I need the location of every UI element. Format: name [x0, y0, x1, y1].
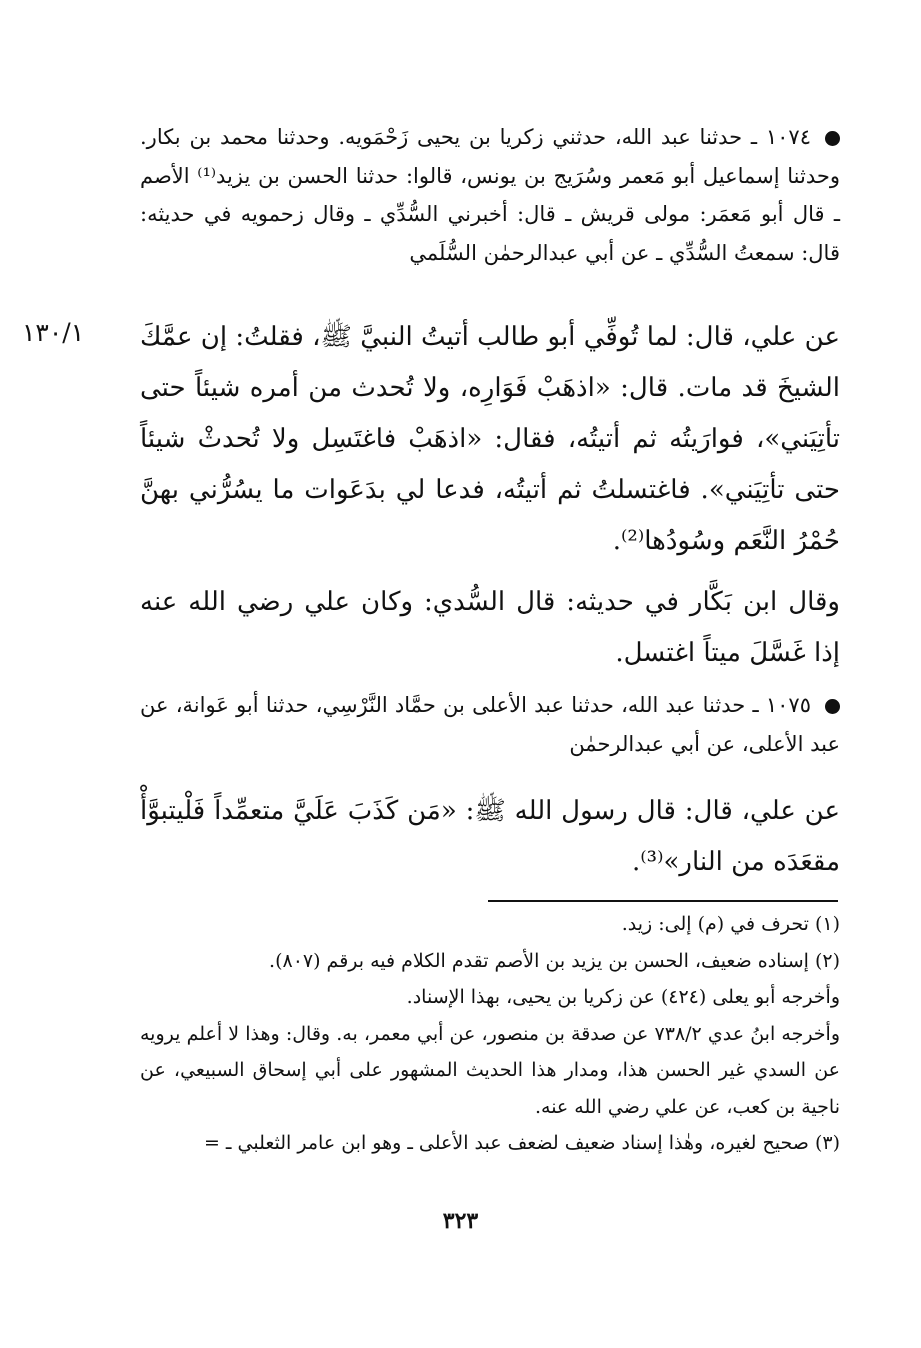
- margin-reference: ١٣٠/١: [22, 318, 85, 347]
- footnote: وأخرجه أبو يعلى (٤٢٤) عن زكريا بن يحيى، بهذا الإسناد.: [406, 986, 840, 1008]
- hadith-1075-isnad: [140, 686, 840, 763]
- footnote: وأخرجه ابنُ عدي ٧٣٨/٢ عن صدقة بن منصور، عن أبي معمر، به. وقال: وهذا لا أعلم يرويه عن السدي غير الحسن هذا، ومدار هذا الحديث المشهور على أبي إسحاق السبيعي، عن ناجية بن كعب، عن علي رضي الله عنه.: [140, 1022, 840, 1118]
- hadith-1075-isnad-text: ١٠٧٥ ـ حدثنا عبد الله، حدثنا عبد الأعلى بن حمَّاد النَّرْسِي، حدثنا أبو عَوانة، عن عبد الأعلى، عن أبي عبدالرحمٰن: [140, 693, 840, 756]
- hadith-1074-addendum: وقال ابن بَكَّار في حديثه: قال السُّدي: وكان علي رضي الله عنه إذا غَسَّلَ ميتاً اغتسل.: [140, 587, 840, 668]
- footnote: (١) تحرف في (م) إلى: زيد.: [621, 913, 840, 935]
- bullet-icon: [825, 131, 840, 146]
- footnote: (٣) صحيح لغيره، وهٰذا إسناد ضعيف لضعف عبد الأعلى ـ وهو ابن عامر الثعلبي ـ =: [203, 1132, 840, 1154]
- footnote-divider: [488, 900, 838, 902]
- bullet-icon: [825, 699, 840, 714]
- hadith-1074-isnad-text: ١٠٧٤ ـ حدثنا عبد الله، حدثني زكريا بن يحيى زَحْمَويه. وحدثنا محمد بن بكار. وحدثنا إسماعيل أبو مَعمر وسُرَيج بن يونس، قالوا: حدثنا الحسن بن يزيد⁽¹⁾ الأصم ـ قال أبو مَعمَر: مولى قريش ـ قال: أخبرني السُّدِّي ـ وقال زحمويه في حديثه: قال: سمعتُ السُّدِّي ـ عن أبي عبدالرحمٰن السُّلَمي: [140, 125, 840, 265]
- hadith-1074-isnad: [140, 118, 840, 272]
- footnotes: [140, 906, 840, 1162]
- page-number: ٣٢٣: [442, 1208, 479, 1234]
- hadith-1075-matn: عن علي، قال: قال رسول الله ﷺ: «مَن كَذَبَ عَلَيَّ متعمِّداً فَلْيتبوَّأْ مقعَدَه من النار»⁽³⁾.: [140, 796, 840, 877]
- footnote: (٢) إسناده ضعيف، الحسن بن يزيد بن الأصم تقدم الكلام فيه برقم (٨٠٧).: [269, 949, 840, 972]
- hadith-1074-matn: عن علي، قال: لما تُوفِّي أبو طالب أتيتُ النبيَّ ﷺ، فقلتُ: إن عمَّكَ الشيخَ قد مات. قال: «اذهَبْ فَوَارِه، ولا تُحدث من أمره شيئاً حتى تأتِيَني»، فوارَيتُه ثم أتيتُه، فقال: «اذهَبْ فاغتَسِل ولا تُحدثْ شيئاً حتى تأتِيَني». فاغتسلتُ ثم أتيتُه، فدعا لي بدَعَوات ما يسُرُّني بهنَّ حُمْرُ النَّعَم وسُودُها⁽²⁾.: [140, 322, 840, 556]
